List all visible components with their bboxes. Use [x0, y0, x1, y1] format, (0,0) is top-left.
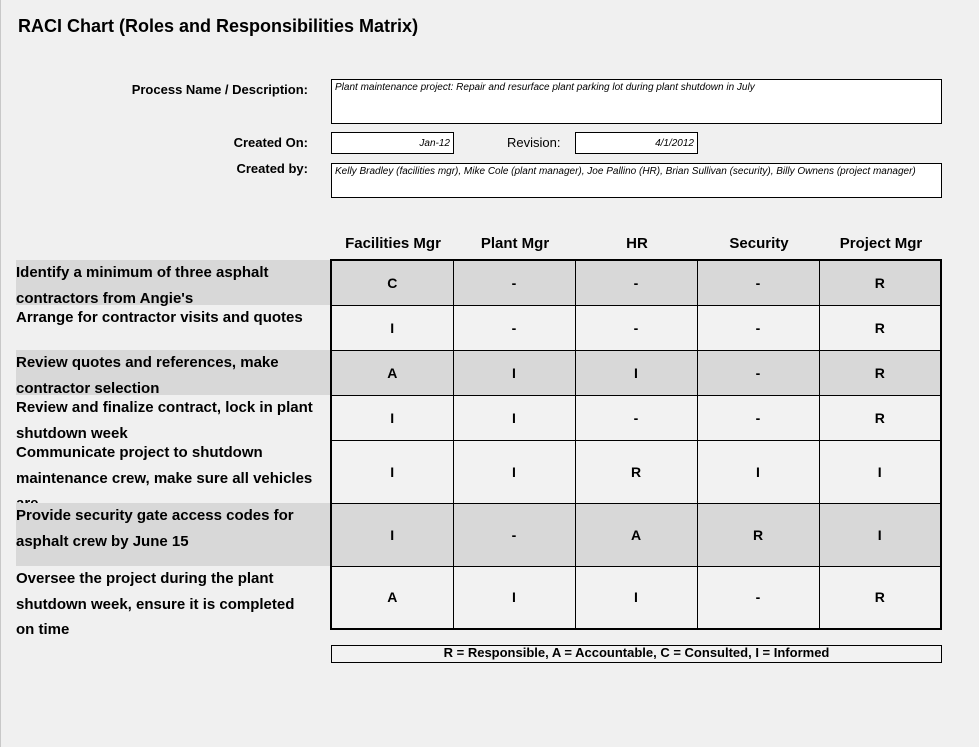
raci-cell[interactable]: A	[331, 350, 453, 395]
task-label-text: Communicate project to shutdown maintenance crew, make sure all vehicles	[16, 444, 313, 487]
created-by-cell[interactable]: Kelly Bradley (facilities mgr), Mike Cole (plant manager), Joe Pallino (HR), Brian Sullivan (security), Billy Ownens (project manager)	[331, 163, 942, 198]
revision-label: Revision:	[507, 135, 561, 150]
task-label-4[interactable]	[16, 395, 330, 440]
created-on-cell[interactable]: Jan-12	[331, 132, 454, 154]
raci-cell[interactable]: -	[697, 350, 819, 395]
table-row	[331, 503, 941, 566]
raci-cell[interactable]: -	[575, 260, 697, 305]
raci-cell[interactable]: -	[453, 260, 575, 305]
raci-cell[interactable]: I	[331, 440, 453, 503]
raci-cell[interactable]: R	[819, 260, 941, 305]
raci-cell[interactable]: I	[819, 440, 941, 503]
raci-cell[interactable]: I	[453, 395, 575, 440]
task-label-text: Oversee the project during the plant shutdown week, ensure it is completed on time	[16, 570, 295, 638]
task-label-3[interactable]	[16, 350, 330, 395]
raci-cell[interactable]: I	[453, 350, 575, 395]
sheet-left-border	[0, 0, 1, 747]
column-header-plant-mgr: Plant Mgr	[480, 235, 550, 252]
raci-cell[interactable]: I	[331, 503, 453, 566]
raci-cell[interactable]: R	[819, 395, 941, 440]
created-by-label: Created by:	[236, 161, 308, 176]
column-header-hr: HR	[626, 235, 648, 252]
task-label-text: Identify a minimum of three asphalt contractors from Angie's	[16, 264, 269, 307]
raci-cell[interactable]: I	[331, 395, 453, 440]
task-label-text: Review quotes and references, make contractor selection	[16, 354, 279, 397]
raci-cell[interactable]: -	[697, 566, 819, 629]
task-label-2[interactable]	[16, 305, 330, 350]
table-row	[331, 350, 941, 395]
raci-legend: R = Responsible, A = Accountable, C = Consulted, I = Informed	[331, 645, 942, 663]
raci-cell[interactable]: -	[575, 395, 697, 440]
page-title: RACI Chart (Roles and Responsibilities Matrix)	[18, 16, 419, 36]
task-label-7[interactable]	[16, 566, 330, 638]
raci-cell[interactable]: -	[453, 305, 575, 350]
raci-cell[interactable]: R	[819, 350, 941, 395]
table-row	[331, 305, 941, 350]
column-header-project-mgr: Project Mgr	[839, 235, 923, 252]
raci-cell[interactable]: -	[697, 305, 819, 350]
raci-cell[interactable]: R	[575, 440, 697, 503]
raci-cell[interactable]: -	[453, 503, 575, 566]
column-header-facilities-mgr: Facilities Mgr	[345, 235, 441, 252]
raci-cell[interactable]: -	[575, 305, 697, 350]
raci-cell[interactable]: C	[331, 260, 453, 305]
task-label-text: Arrange for contractor visits and quotes	[16, 309, 303, 326]
raci-cell[interactable]: I	[331, 305, 453, 350]
raci-cell[interactable]: I	[575, 566, 697, 629]
task-label-text: Provide security gate access codes for asphalt crew by June 15	[16, 507, 294, 550]
raci-cell[interactable]: A	[575, 503, 697, 566]
raci-cell[interactable]: R	[819, 305, 941, 350]
raci-cell[interactable]: R	[819, 566, 941, 629]
table-row	[331, 395, 941, 440]
table-row	[331, 260, 941, 305]
created-on-label: Created On:	[233, 135, 308, 150]
process-description-cell[interactable]: Plant maintenance project: Repair and resurface plant parking lot during plant shutdown in July	[331, 79, 942, 124]
task-label-text: Review and finalize contract, lock in plant shutdown week	[16, 399, 313, 442]
raci-cell[interactable]: R	[697, 503, 819, 566]
raci-cell[interactable]: A	[331, 566, 453, 629]
process-label: Process Name / Description:	[131, 82, 308, 97]
raci-cell[interactable]: I	[453, 440, 575, 503]
raci-cell[interactable]: -	[697, 260, 819, 305]
raci-cell[interactable]: I	[575, 350, 697, 395]
task-label-6[interactable]	[16, 503, 330, 566]
raci-cell[interactable]: -	[697, 395, 819, 440]
table-row	[331, 566, 941, 629]
raci-cell[interactable]: I	[453, 566, 575, 629]
task-label-1[interactable]	[16, 260, 330, 305]
table-row	[331, 440, 941, 503]
raci-cell[interactable]: I	[697, 440, 819, 503]
column-header-security: Security	[729, 235, 789, 252]
task-label-5[interactable]	[16, 440, 330, 503]
raci-matrix	[330, 259, 942, 630]
raci-cell[interactable]: I	[819, 503, 941, 566]
revision-cell[interactable]: 4/1/2012	[575, 132, 698, 154]
